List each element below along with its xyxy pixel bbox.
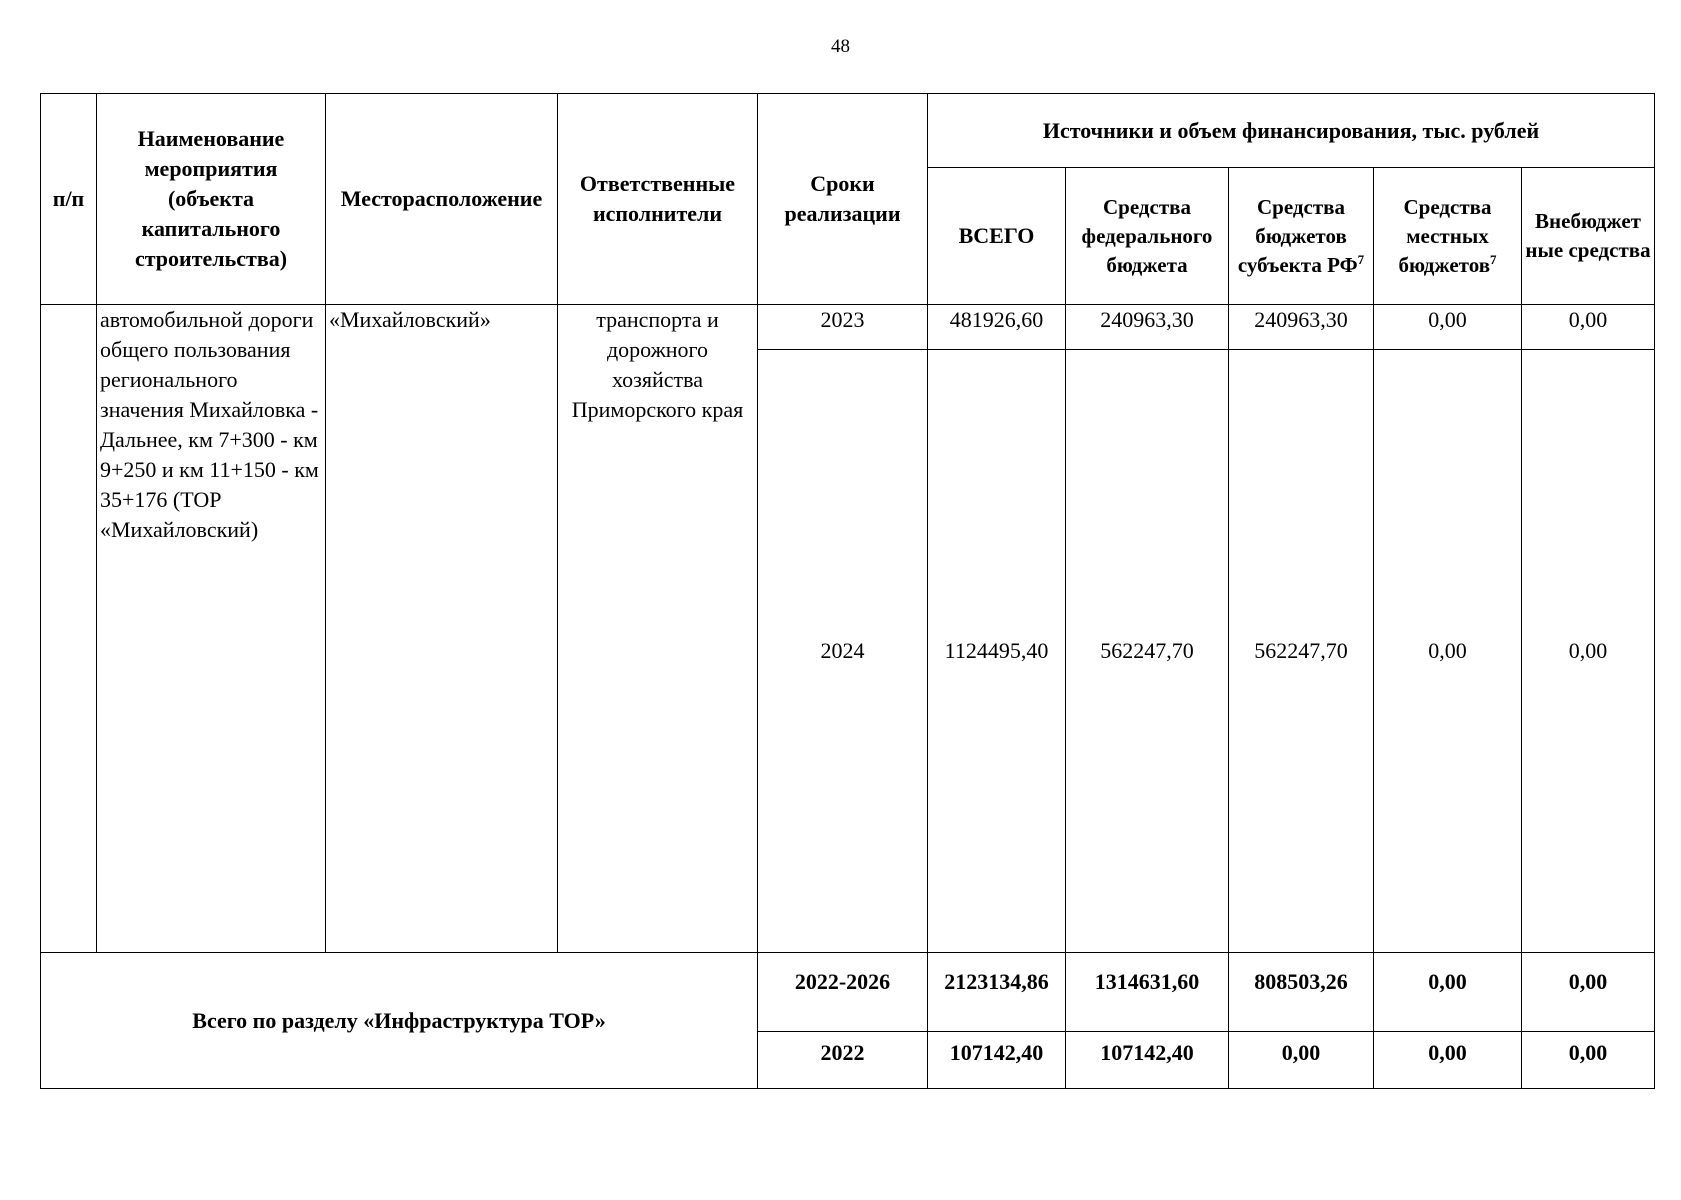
header-executors: Ответственные исполнители [558, 94, 758, 305]
header-location: Месторасположение [326, 94, 558, 305]
summary-total: 107142,40 [928, 1032, 1066, 1089]
header-financing-group: Источники и объем финансирования, тыс. рублей [928, 94, 1655, 168]
summary-subject: 808503,26 [1229, 953, 1374, 1032]
cell-num [41, 305, 97, 953]
cell-total: 1124495,40 [928, 350, 1066, 953]
summary-federal: 1314631,60 [1066, 953, 1229, 1032]
cell-total: 481926,60 [928, 305, 1066, 350]
header-period: Сроки реализации [758, 94, 928, 305]
summary-extra: 0,00 [1522, 1032, 1655, 1089]
header-extra: Внебюджет ные средства [1522, 168, 1655, 305]
page-number: 48 [831, 36, 850, 57]
header-total: ВСЕГО [928, 168, 1066, 305]
cell-local: 0,00 [1374, 350, 1522, 953]
header-local: Средства местных бюджетов$^7$ [1374, 168, 1522, 305]
cell-year: 2024 [758, 350, 928, 953]
cell-extra: 0,00 [1522, 350, 1655, 953]
header-name: Наименование мероприятия (объекта капитального строительства) [97, 94, 326, 305]
summary-extra: 0,00 [1522, 953, 1655, 1032]
cell-local: 0,00 [1374, 305, 1522, 350]
cell-location: «Михайловский» [326, 305, 558, 953]
summary-subject: 0,00 [1229, 1032, 1374, 1089]
cell-year: 2023 [758, 305, 928, 350]
header-row-1 [41, 94, 1655, 168]
summary-period: 2022 [758, 1032, 928, 1089]
header-federal: Средства федерального бюджета [1066, 168, 1229, 305]
cell-federal: 562247,70 [1066, 350, 1229, 953]
summary-federal: 107142,40 [1066, 1032, 1229, 1089]
header-num: п/п [41, 94, 97, 305]
header-subject: Средства бюджетов субъекта $РФ^7$ [1229, 168, 1374, 305]
summary-local: 0,00 [1374, 1032, 1522, 1089]
cell-extra: 0,00 [1522, 305, 1655, 350]
summary-local: 0,00 [1374, 953, 1522, 1032]
cell-federal: 240963,30 [1066, 305, 1229, 350]
table-row [41, 305, 1655, 350]
summary-period: 2022-2026 [758, 953, 928, 1032]
cell-subject: 240963,30 [1229, 305, 1374, 350]
summary-total: 2123134,86 [928, 953, 1066, 1032]
financing-table [40, 93, 1655, 1089]
cell-executors: транспорта и дорожного хозяйства Приморского края [558, 305, 758, 953]
summary-label: Всего по разделу «Инфраструктура ТОР» [41, 953, 758, 1089]
cell-object-name: автомобильной дороги общего пользования регионального значения Михайловка - Дальнее, км 7+300 - км 9+250 и км 11+150 - км 35+176 (ТОР «Михайловский) [97, 305, 326, 953]
summary-row [41, 953, 1655, 1032]
cell-subject: 562247,70 [1229, 350, 1374, 953]
